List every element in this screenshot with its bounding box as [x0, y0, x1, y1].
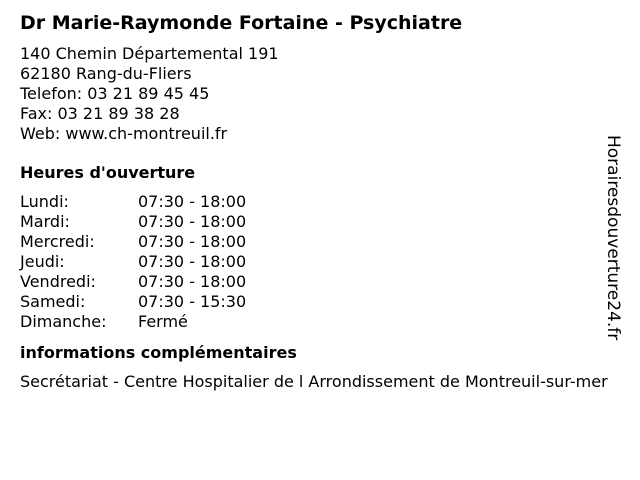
- hours-time: 07:30 - 18:00: [138, 252, 247, 271]
- hours-day: Mercredi:: [20, 232, 95, 251]
- fax-number: Fax: 03 21 89 38 28: [20, 104, 180, 123]
- hours-time: 07:30 - 18:00: [138, 192, 247, 211]
- hours-day: Mardi:: [20, 212, 70, 231]
- address-city: 62180 Rang-du-Fliers: [20, 64, 192, 83]
- hours-row: [20, 292, 620, 312]
- hours-time: Fermé: [138, 312, 188, 331]
- additional-info-text: Secrétariat - Centre Hospitalier de l Arrondissement de Montreuil-sur-mer: [20, 372, 608, 391]
- website-link[interactable]: Web: www.ch-montreuil.fr: [20, 124, 228, 143]
- business-card: [20, 10, 620, 392]
- address-street: 140 Chemin Départemental 191: [20, 44, 279, 63]
- opening-hours-table: [20, 192, 620, 332]
- hours-time: 07:30 - 18:00: [138, 232, 247, 251]
- hours-row: [20, 272, 620, 292]
- hours-row: [20, 252, 620, 272]
- hours-time: 07:30 - 18:00: [138, 212, 247, 231]
- hours-time: 07:30 - 18:00: [138, 272, 247, 291]
- hours-row: [20, 312, 620, 332]
- address-block: [20, 44, 620, 144]
- phone-number: Telefon: 03 21 89 45 45: [20, 84, 210, 103]
- hours-day: Vendredi:: [20, 272, 96, 291]
- additional-info-heading: informations complémentaires: [20, 343, 297, 362]
- hours-day: Dimanche:: [20, 312, 107, 331]
- hours-day: Samedi:: [20, 292, 86, 311]
- hours-row: [20, 192, 620, 212]
- hours-row: [20, 212, 620, 232]
- opening-hours-heading: Heures d'ouverture: [20, 163, 196, 182]
- page-title: Dr Marie-Raymonde Fortaine - Psychiatre: [20, 12, 463, 34]
- hours-time: 07:30 - 15:30: [138, 292, 247, 311]
- hours-day: Jeudi:: [20, 252, 65, 271]
- hours-row: [20, 232, 620, 252]
- site-watermark: Horairesdouverture24.fr: [603, 135, 623, 341]
- hours-day: Lundi:: [20, 192, 69, 211]
